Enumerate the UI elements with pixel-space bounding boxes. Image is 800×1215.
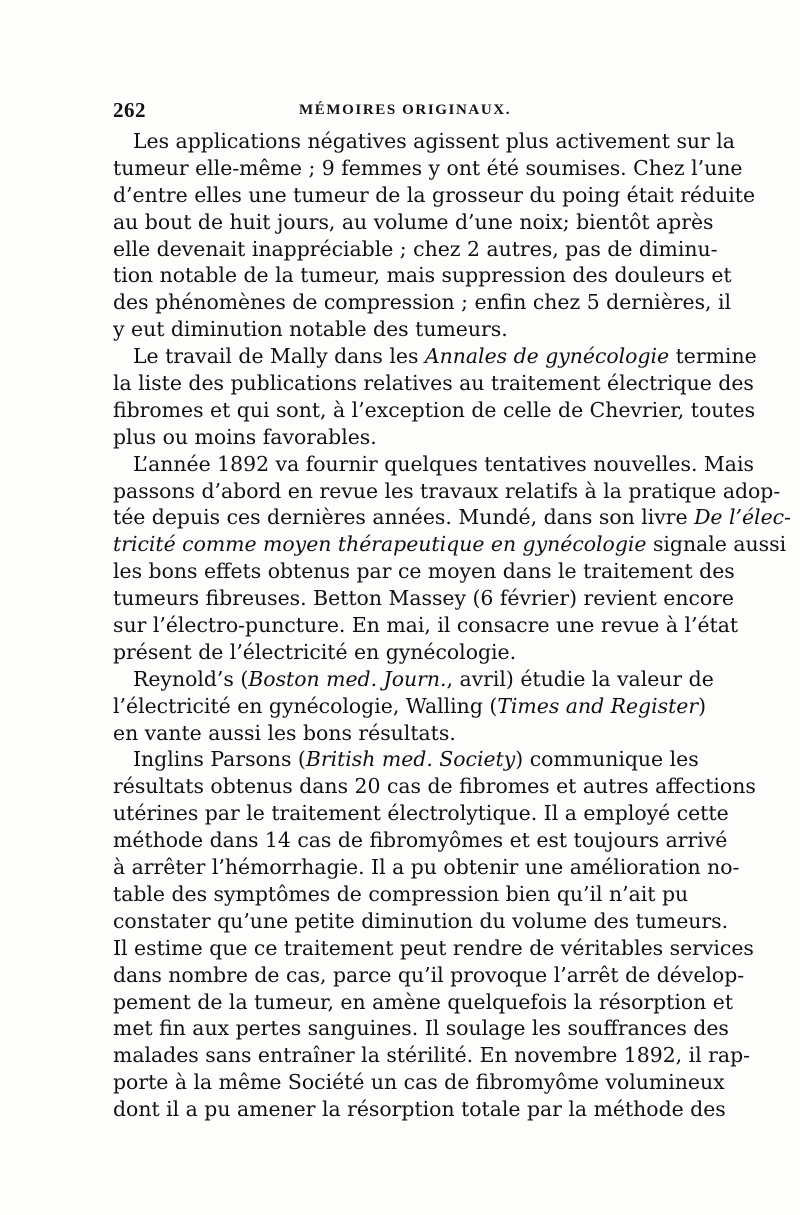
paragraph [113,451,791,666]
text-line: Le travail de Mally dans les Annales de gynécologie termine [133,344,757,369]
text-line: dont il a pu amener la résorption totale par la méthode des [113,1097,726,1122]
text-line: pement de la tumeur, en amène quelquefois la résorption et [113,989,734,1014]
text-line: Reynold’s (Boston med. Journ., avril) étudie la valeur de [133,666,714,691]
text-line: d’entre elles une tumeur de la grosseur du poing était réduite [113,182,756,207]
text-line: la liste des publications relatives au traitement électrique des [113,371,754,396]
text-line: constater qu’une petite diminution du volume des tumeurs. [113,908,729,933]
running-title: MÉMOIRES ORIGINAUX. [299,102,512,118]
italic-title: Times and Register [497,693,699,718]
text-line: méthode dans 14 cas de fibromyômes et est toujours arrivé [113,828,728,853]
text-line: les bons effets obtenus par ce moyen dans le traitement des [113,559,735,584]
text-line: utérines par le traitement électrolytique. Il a employé cette [113,801,729,826]
page-number: 262 [113,98,146,122]
text-line: met fin aux pertes sanguines. Il soulage les souffrances des [113,1016,729,1041]
text-line: l’électricité en gynécologie, Walling (Times and Register) [113,693,707,718]
text-line: tion notable de la tumeur, mais suppression des douleurs et [113,263,732,288]
italic-title: De l’élec- [694,505,791,530]
paragraph [113,128,756,343]
paragraph [113,746,756,1122]
paragraph [113,666,714,747]
italic-title: British med. Society [305,747,516,772]
italic-title: tricité comme moyen thérapeutique en gynécologie [113,532,647,557]
text-line: fibromes et qui sont, à l’exception de celle de Chevrier, toutes [113,397,756,422]
text-line: Inglins Parsons (British med. Society) communique les [133,747,699,772]
text-line: L’année 1892 va fournir quelques tentatives nouvelles. Mais [133,451,754,476]
text-line: au bout de huit jours, au volume d’une noix; bientôt après [113,209,714,234]
text-line: tricité comme moyen thérapeutique en gynécologie signale aussi [113,532,787,557]
text-line: table des symptômes de compression bien qu’il n’ait pu [113,881,689,906]
text-line: en vante aussi les bons résultats. [113,720,456,745]
italic-title: Boston med. Journ. [248,666,447,691]
page-header [113,98,688,124]
text-line: y eut diminution notable des tumeurs. [113,317,508,342]
text-line: plus ou moins favorables. [113,424,377,449]
text-line: tumeur elle-même ; 9 femmes y ont été soumises. Chez l’une [113,155,743,180]
text-line: résultats obtenus dans 20 cas de fibromes et autres affections [113,774,756,799]
text-line: présent de l’électricité en gynécologie. [113,639,517,664]
body-text [113,128,791,1123]
text-line: sur l’électro-puncture. En mai, il consacre une revue à l’état [113,613,739,638]
text-line: Il estime que ce traitement peut rendre de véritables services [113,935,754,960]
text-line: à arrêter l’hémorrhagie. Il a pu obtenir une amélioration no- [113,855,740,880]
text-line: Les applications négatives agissent plus activement sur la [133,129,735,153]
text-line: passons d’abord en revue les travaux relatifs à la pratique adop- [113,478,781,503]
text-line: malades sans entraîner la stérilité. En novembre 1892, il rap- [113,1043,751,1068]
text-line: des phénomènes de compression ; enfin chez 5 dernières, il [113,290,732,315]
text-line: elle devenait inappréciable ; chez 2 autres, pas de diminu- [113,236,718,261]
text-line: porte à la même Société un cas de fibromyôme volumineux [113,1070,725,1095]
paragraph [113,343,757,451]
italic-title: Annales de gynécologie [424,344,670,369]
text-line: tumeurs fibreuses. Betton Massey (6 février) revient encore [113,586,734,611]
text-line: dans nombre de cas, parce qu’il provoque l’arrêt de dévelop- [113,962,745,987]
text-line: tée depuis ces dernières années. Mundé, dans son livre De l’élec- [113,505,791,530]
